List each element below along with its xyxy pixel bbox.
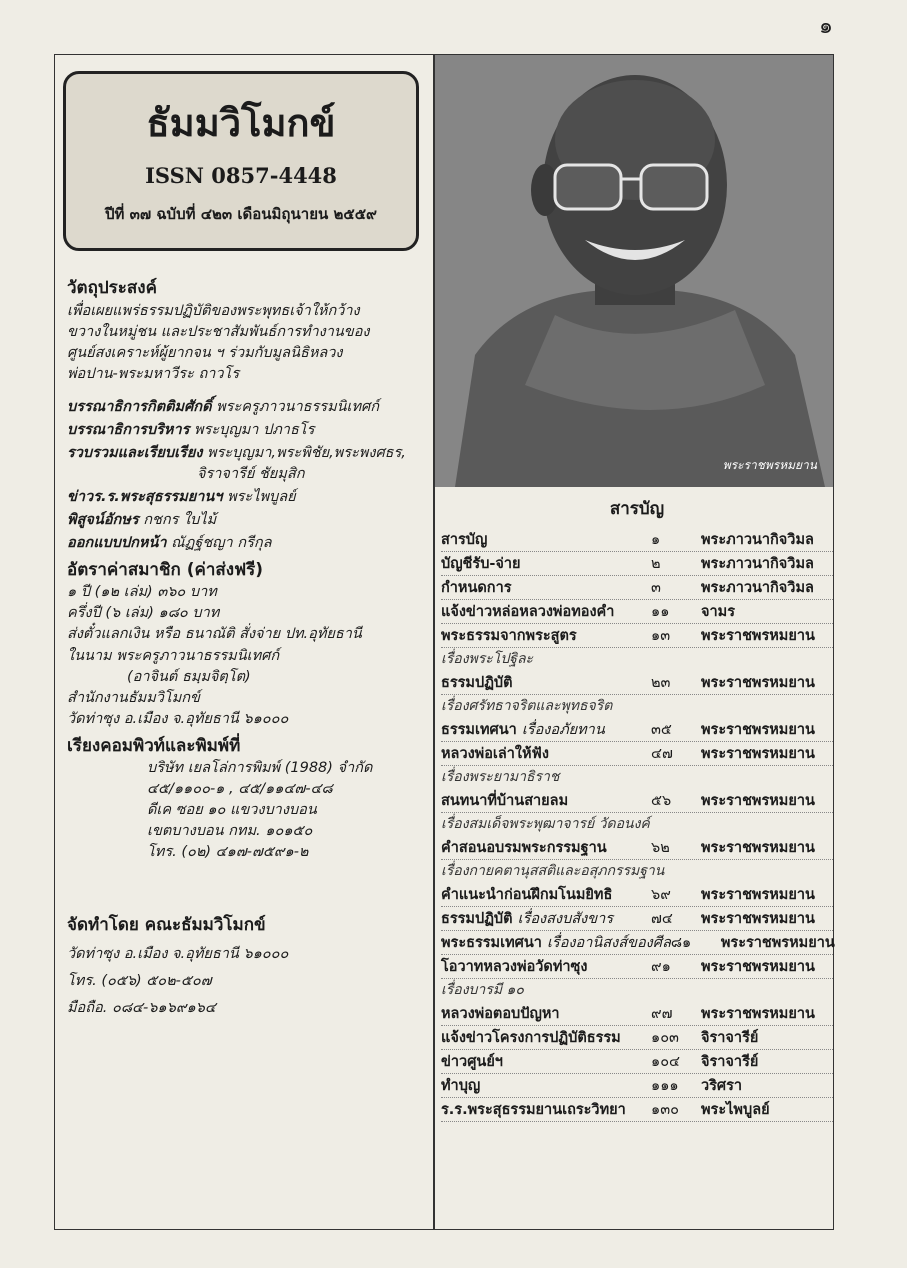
toc-title-text: พระธรรมเทศนา <box>441 935 542 951</box>
toc-title-text: ร.ร.พระสุธรรมยานเถระวิทยา <box>441 1102 626 1118</box>
toc-page: ๘๑ <box>670 935 692 951</box>
payment-line-2: ในนาม พระครูภาวนาธรรมนิเทศก์ <box>67 647 280 664</box>
toc-author: จิราจารีย์ <box>701 1030 759 1046</box>
toc-page: ๑๐๔ <box>651 1054 681 1070</box>
toc-author: พระราชพรหมยาน <box>701 793 815 809</box>
toc-title <box>441 931 671 954</box>
toc-title <box>441 600 651 623</box>
toc-title <box>441 907 651 930</box>
toc-title-text: ธรรมปฏิบัติ <box>441 911 513 927</box>
toc-page: ๑๐๓ <box>651 1030 679 1046</box>
toc-heading: สารบัญ <box>609 499 665 519</box>
toc-page: ๓ <box>651 580 661 596</box>
staff-role: รวบรวมและเรียบเรียง <box>67 444 203 461</box>
subscription-half: ครึ่งปี (๖ เล่ม) ๑๘๐ บาท <box>67 605 220 622</box>
toc-author: พระราชพรหมยาน <box>701 840 815 856</box>
magazine-title: ธัมมวิโมกข์ <box>146 100 336 145</box>
toc-author: พระราชพรหมยาน <box>701 887 815 903</box>
toc-author: วริศรา <box>701 1078 743 1094</box>
toc-entry-note: เรื่องสมเด็จพระพุฒาจารย์ วัดอนงค์ <box>441 816 650 832</box>
toc-title-text: สนทนาที่บ้านสายลม <box>441 793 569 809</box>
toc-title-text: พระธรรมจากพระสูตร <box>441 628 577 644</box>
office-line-1: สำนักงานธัมมวิโมกข์ <box>67 689 200 706</box>
toc-title-text: แจ้งข่าวหล่อหลวงพ่อทองคำ <box>441 604 615 620</box>
toc-title <box>441 671 651 694</box>
toc-page: ๖๒ <box>651 840 670 856</box>
table-of-contents <box>441 495 833 1122</box>
payment-line-1: ส่งตั๋วแลกเงิน หรือ ธนาณัติ สั่งจ่าย ปท.อุทัยธานี <box>67 626 362 643</box>
left-column <box>67 260 421 1019</box>
toc-entry <box>441 883 833 907</box>
toc-author: พระภาวนากิจวิมล <box>701 532 814 548</box>
objectives-text: เพื่อเผยแพร่ธรรมปฏิบัติของพระพุทธเจ้าให้กว้าง ขวางในหมู่ชน และประชาสัมพันธ์การทำงานของ ศูนย์สงเคราะห์ผู้ยากจน ฯ ร่วมกับมูลนิธิหลวง พ่อปาน-พระมหาวีระ ถาวโร <box>67 302 370 382</box>
toc-entry <box>441 742 833 766</box>
toc-title-sub: เรื่องอานิสงส์ของศีล <box>546 935 671 951</box>
toc-title <box>441 955 651 978</box>
toc-page: ๑๑๑ <box>651 1078 679 1094</box>
staff-names-continued: จิราจารีย์ ชัยมุสิก <box>197 465 305 482</box>
staff-role: บรรณาธิการบริหาร <box>67 421 190 438</box>
toc-page: ๖๙ <box>651 887 671 903</box>
office-line-2: วัดท่าซุง อ.เมือง จ.อุทัยธานี ๖๑๐๐๐ <box>67 710 289 727</box>
toc-title-text: กำหนดการ <box>441 580 512 596</box>
toc-page: ๒ <box>651 556 661 572</box>
producer-heading: จัดทำโดย คณะธัมมวิโมกข์ <box>67 915 266 936</box>
toc-title-text: คำแนะนำก่อนฝึกมโนมยิทธิ <box>441 887 613 903</box>
payment-line-3: (อาจินต์ ธมฺมจิตฺโต) <box>127 668 251 685</box>
toc-entry <box>441 955 833 979</box>
toc-title <box>441 789 651 812</box>
toc-title-sub: เรื่องสงบสังขาร <box>517 911 614 927</box>
masthead-box <box>63 71 419 251</box>
toc-author: จิราจารีย์ <box>701 1054 759 1070</box>
toc-entry <box>441 1002 833 1026</box>
toc-author: จามร <box>701 604 735 620</box>
staff-role: ข่าวร.ร.พระสุธรรมยานฯ <box>67 488 223 505</box>
issn: ISSN 0857-4448 <box>145 163 337 188</box>
toc-entry <box>441 1098 833 1122</box>
toc-title <box>441 552 651 575</box>
toc-title <box>441 1026 651 1049</box>
staff-list <box>67 397 421 554</box>
toc-author: พระราชพรหมยาน <box>701 628 815 644</box>
page-frame <box>54 54 834 1230</box>
staff-names: พระครูภาวนาธรรมนิเทศก์ <box>216 398 380 415</box>
staff-role: บรรณาธิการกิตติมศักดิ์ <box>67 398 212 415</box>
toc-title <box>441 576 651 599</box>
subscription-heading: อัตราค่าสมาชิก (ค่าส่งฟรี) <box>67 559 264 580</box>
monk-portrait-photo <box>435 55 833 487</box>
toc-entry-note: เรื่องพระโปฐิละ <box>441 651 534 667</box>
toc-title-text: หลวงพ่อตอบปัญหา <box>441 1006 560 1022</box>
toc-title-text: ข่าวศูนย์ฯ <box>441 1054 503 1070</box>
toc-title-text: หลวงพ่อเล่าให้ฟัง <box>441 746 549 762</box>
toc-entry <box>441 671 833 695</box>
toc-author: พระราชพรหมยาน <box>701 1006 815 1022</box>
toc-page: ๙๑ <box>651 959 671 975</box>
toc-page: ๑๓ <box>651 628 671 644</box>
toc-entry <box>441 624 833 648</box>
toc-title <box>441 718 651 741</box>
toc-entry-note: เรื่องศรัทธาจริตและพุทธจริต <box>441 698 613 714</box>
toc-entry <box>441 600 833 624</box>
toc-entry <box>441 1026 833 1050</box>
toc-entry-note: เรื่องกายคตานุสสติและอสุภกรรมฐาน <box>441 863 665 879</box>
staff-row <box>67 397 421 418</box>
toc-page: ๓๕ <box>651 722 672 738</box>
toc-entry <box>441 1050 833 1074</box>
staff-names: ณัฏฐ์ชญา กรีกุล <box>171 534 272 551</box>
toc-page: ๙๗ <box>651 1006 673 1022</box>
toc-entry <box>441 718 833 742</box>
photo-caption: พระราชพรหมยาน <box>722 458 817 472</box>
toc-title <box>441 528 651 551</box>
toc-title <box>441 742 651 765</box>
toc-entry <box>441 1074 833 1098</box>
staff-row <box>67 487 421 508</box>
subscription-year: ๑ ปี (๑๒ เล่ม) ๓๖๐ บาท <box>67 584 217 601</box>
producer-mobile: มือถือ. ๐๘๔-๖๑๖๙๑๖๔ <box>67 999 216 1016</box>
toc-title <box>441 624 651 647</box>
toc-entry <box>441 552 833 576</box>
staff-names: กชกร ใบไม้ <box>143 511 217 528</box>
toc-page: ๒๓ <box>651 675 671 691</box>
staff-role: ออกแบบปกหน้า <box>67 534 167 551</box>
toc-page: ๕๖ <box>651 793 672 809</box>
toc-author: พระราชพรหมยาน <box>701 675 815 691</box>
toc-title <box>441 1050 651 1073</box>
staff-names: พระบุญมา ปภาธโร <box>194 421 315 438</box>
page-number: ๑ <box>819 14 833 39</box>
toc-page: ๗๔ <box>651 911 673 927</box>
printer-address: บริษัท เยลโล่การพิมพ์ (1988) จำกัด ๔๕/๑๑๐๐-๑ , ๔๕/๑๑๔๗-๔๘ ดีเค ซอย ๑๐ แขวงบางบอน เขตบางบอน กทม. ๑๐๑๕๐ โทร. (๐๒) ๔๑๗-๗๕๙๑-๒ <box>147 760 373 861</box>
toc-entry <box>441 836 833 860</box>
toc-title-text: ทำบุญ <box>441 1078 481 1094</box>
staff-names: พระไพบูลย์ <box>227 488 296 505</box>
staff-role: พิสูจน์อักษร <box>67 511 139 528</box>
toc-title-text: บัญชีรับ-จ่าย <box>441 556 521 572</box>
printer-heading: เรียงคอมพิวท์และพิมพ์ที่ <box>67 735 241 756</box>
toc-title-text: แจ้งข่าวโครงการปฏิบัติธรรม <box>441 1030 621 1046</box>
portrait-illustration <box>435 55 833 487</box>
toc-title <box>441 836 651 859</box>
objectives-heading: วัตถุประสงค์ <box>67 278 157 298</box>
staff-row <box>67 443 421 464</box>
toc-author: พระราชพรหมยาน <box>701 911 815 927</box>
toc-title-sub: เรื่องอภัยทาน <box>521 722 605 738</box>
staff-row <box>67 533 421 554</box>
toc-author: พระภาวนากิจวิมล <box>701 556 814 572</box>
toc-entry <box>441 789 833 813</box>
toc-entry <box>441 907 833 931</box>
toc-list <box>441 528 833 1122</box>
toc-entry <box>441 931 833 955</box>
toc-title-text: คำสอนอบรมพระกรรมฐาน <box>441 840 607 856</box>
toc-author: พระราชพรหมยาน <box>701 959 815 975</box>
toc-page: ๔๗ <box>651 746 673 762</box>
toc-page: ๑๓๐ <box>651 1102 679 1118</box>
toc-title <box>441 1098 651 1121</box>
toc-title <box>441 1074 651 1097</box>
toc-title-text: ธรรมเทศนา <box>441 722 517 738</box>
toc-author: พระราชพรหมยาน <box>701 722 815 738</box>
toc-title <box>441 1002 651 1025</box>
toc-title-text: โอวาทหลวงพ่อวัดท่าซุง <box>441 959 588 975</box>
toc-author: พระราชพรหมยาน <box>720 935 835 951</box>
issue-info: ปีที่ ๓๗ ฉบับที่ ๔๒๓ เดือนมิถุนายน ๒๕๕๙ <box>104 205 378 223</box>
toc-entry-note: เรื่องบารมี ๑๐ <box>441 982 524 998</box>
toc-entry <box>441 528 833 552</box>
toc-entry-note: เรื่องพระยามาธิราช <box>441 769 560 785</box>
toc-page: ๑ <box>651 532 661 548</box>
producer-address: วัดท่าซุง อ.เมือง จ.อุทัยธานี ๖๑๐๐๐ <box>67 945 289 962</box>
toc-title <box>441 883 651 906</box>
producer-tel: โทร. (๐๕๖) ๕๐๒-๕๐๗ <box>67 972 212 989</box>
toc-title-text: สารบัญ <box>441 532 488 548</box>
toc-author: พระราชพรหมยาน <box>701 746 815 762</box>
toc-page: ๑๑ <box>651 604 670 620</box>
toc-author: พระภาวนากิจวิมล <box>701 580 814 596</box>
staff-row <box>67 420 421 441</box>
staff-names: พระบุญมา,พระพิชัย,พระพงศธร, <box>207 444 406 461</box>
toc-author: พระไพบูลย์ <box>701 1102 770 1118</box>
staff-row <box>67 510 421 531</box>
toc-entry <box>441 576 833 600</box>
toc-title-text: ธรรมปฏิบัติ <box>441 675 513 691</box>
